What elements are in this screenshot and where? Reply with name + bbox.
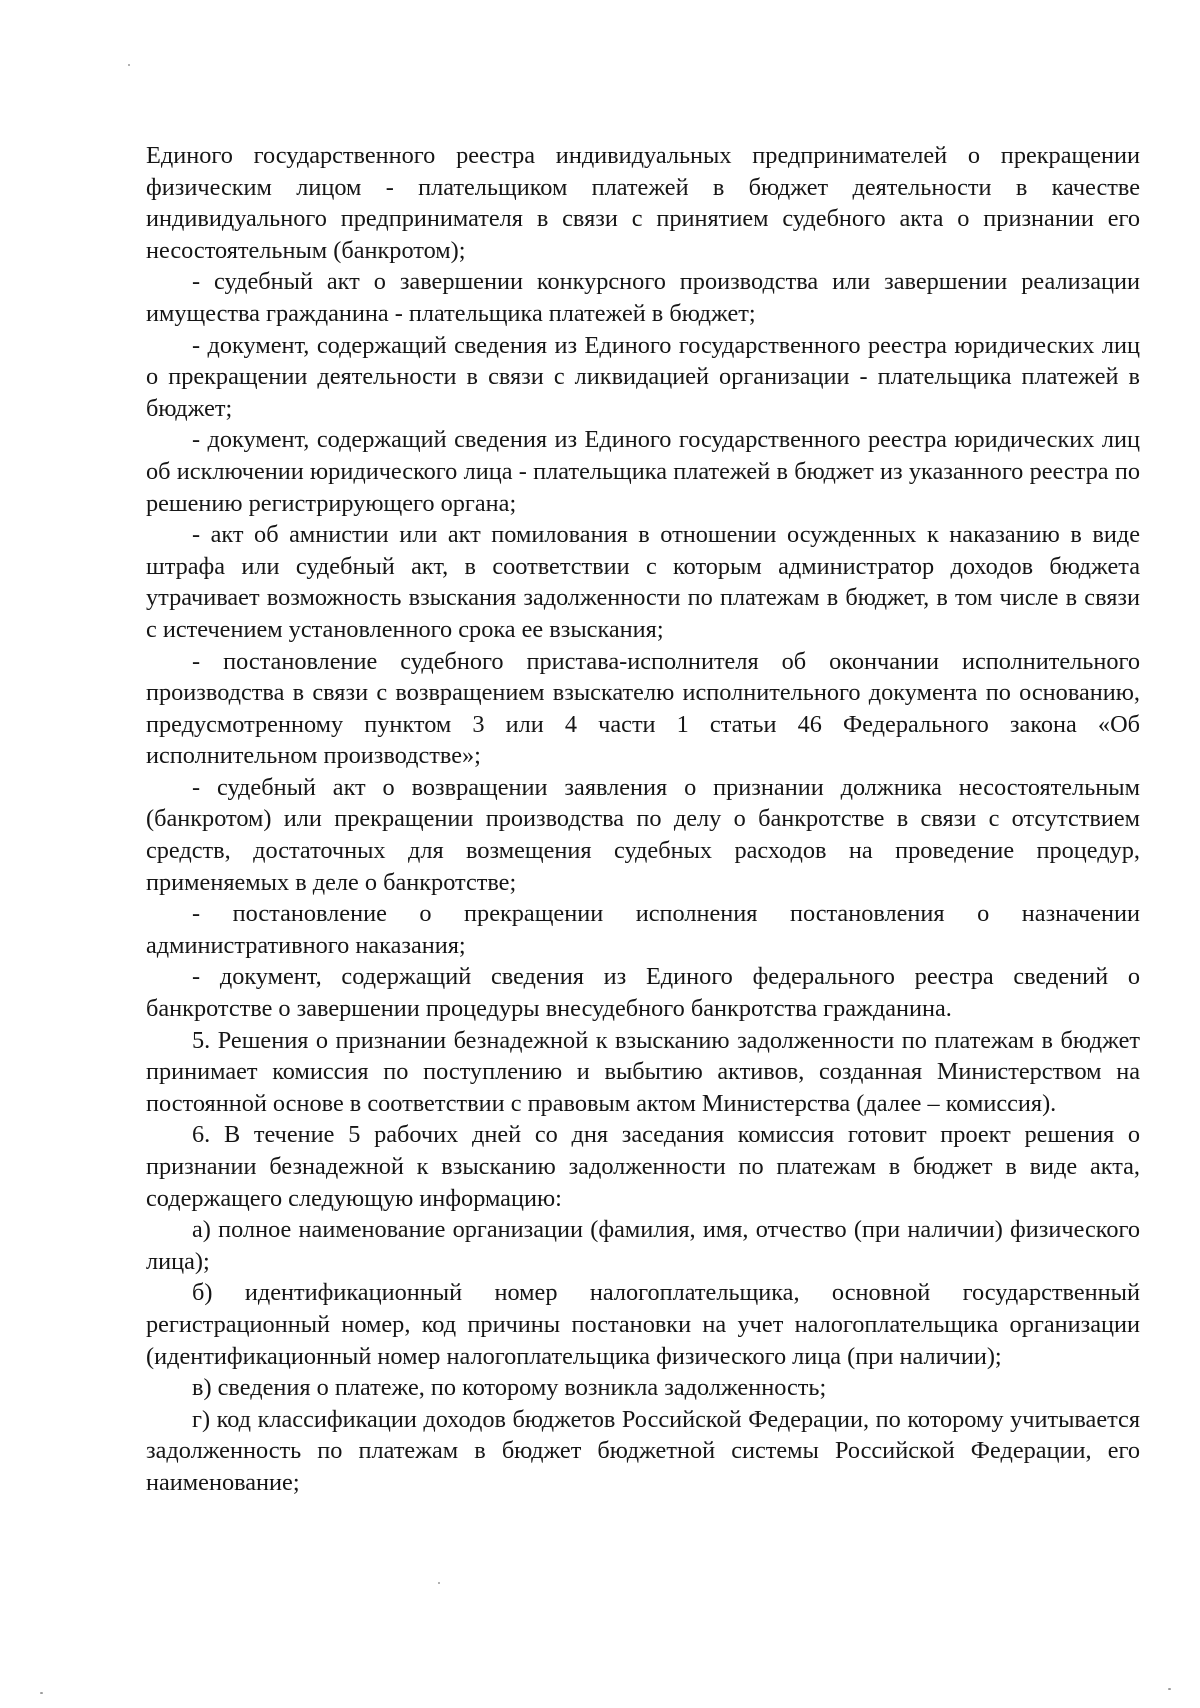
paragraph-bailiff-order: - постановление судебного пристава-исполнителя об окончании исполнительного производства в связи с возвращением взыскателю исполнительного документа по основанию, предусмотренному пунктом 3 или 4 части 1 статьи 46 Федерального закона «Об исполнительном производстве»;	[146, 647, 1140, 770]
paragraph-bankruptcy-completion: - судебный акт о завершении конкурсного производства или завершении реализации имущества гражданина - плательщика платежей в бюджет;	[146, 268, 1140, 327]
scan-speck	[1168, 1688, 1171, 1690]
paragraph-subitem-g: г) код классификации доходов бюджетов Российской Федерации, по которому учитывается задолженность по платежам в бюджет бюджетной системы Российской Федерации, его наименование;	[146, 1405, 1140, 1496]
paragraph-continuation: Единого государственного реестра индивидуальных предпринимателей о прекращении физическим лицом - плательщиком платежей в бюджет деятельности в качестве индивидуального предпринимателя в связи с принятием судебного акта о признании его несостоятельным (банкротом);	[146, 142, 1140, 264]
paragraph-exclusion: - документ, содержащий сведения из Единого государственного реестра юридических лиц об исключении юридического лица - плательщика платежей в бюджет из указанного реестра по решению регистрирующего органа;	[146, 426, 1140, 517]
paragraph-item-6: 6. В течение 5 рабочих дней со дня заседания комиссия готовит проект решения о признании безнадежной к взысканию задолженности по платежам в бюджет в виде акта, содержащего следующую информацию:	[146, 1121, 1140, 1212]
scan-speck	[438, 1582, 440, 1584]
paragraph-amnesty: - акт об амнистии или акт помилования в отношении осужденных к наказанию в виде штрафа или судебный акт, в соответствии с которым администратор доходов бюджета утрачивает возможность взыскания задолженности по платежам в бюджет, в том числе в связи с истечением установленного срока ее взыскания;	[146, 521, 1140, 643]
paragraph-subitem-a: а) полное наименование организации (фамилия, имя, отчество (при наличии) физического лица);	[146, 1216, 1140, 1275]
paragraph-application-return: - судебный акт о возвращении заявления о признании должника несостоятельным (банкротом) или прекращении производства по делу о банкротстве в связи с отсутствием средств, достаточных для возмещения судебных расходов на проведение процедур, применяемых в деле о банкротстве;	[146, 773, 1140, 896]
scan-speck	[40, 1692, 43, 1694]
scan-speck	[128, 64, 130, 66]
paragraph-penalty-termination: - постановление о прекращении исполнения постановления о назначении административного наказания;	[146, 900, 1140, 959]
paragraph-item-5: 5. Решения о признании безнадежной к взысканию задолженности по платежам в бюджет принимает комиссия по поступлению и выбытию активов, созданная Министерством на постоянной основе в соответствии с правовым актом Министерства (далее – комиссия).	[146, 1026, 1140, 1117]
paragraph-extrajudicial-bankruptcy: - документ, содержащий сведения из Единого федерального реестра сведений о банкротстве о завершении процедуры внесудебного банкротства гражданина.	[146, 963, 1140, 1023]
document-page	[146, 140, 1140, 1499]
paragraph-subitem-v: в) сведения о платеже, по которому возникла задолженность;	[192, 1374, 827, 1402]
paragraph-subitem-b: б) идентификационный номер налогоплательщика, основной государственный регистрационный номер, код причины постановки на учет налогоплательщика организации (идентификационный номер налогоплательщика физического лица (при наличии);	[146, 1279, 1140, 1370]
paragraph-liquidation: - документ, содержащий сведения из Единого государственного реестра юридических лиц о прекращении деятельности в связи с ликвидацией организации - плательщика платежей в бюджет;	[146, 331, 1140, 422]
